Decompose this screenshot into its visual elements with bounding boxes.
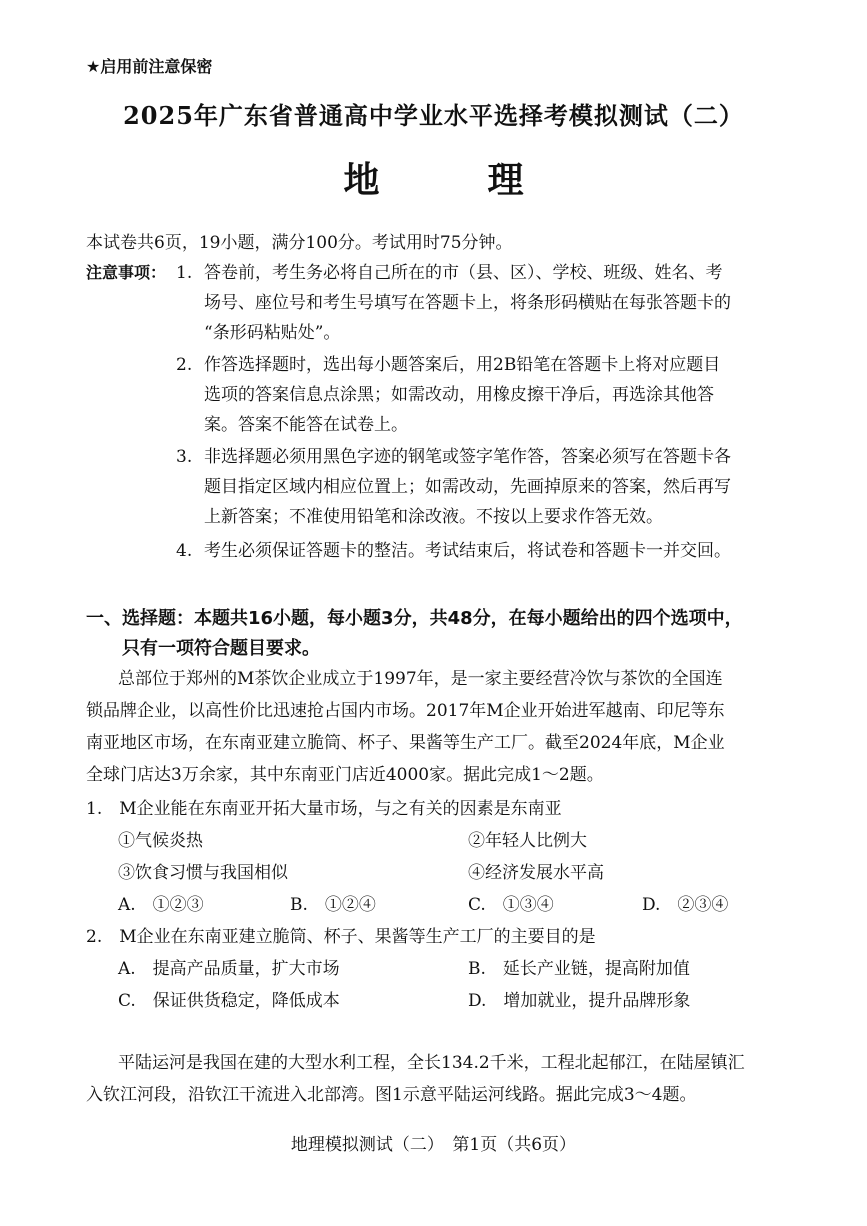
passage-line: 平陆运河是我国在建的大型水利工程，全长134.2千米，工程北起郁江，在陆屋镇汇 bbox=[118, 1053, 745, 1073]
note-number: 1. bbox=[176, 263, 193, 283]
passage-line: 南亚地区市场，在东南亚建立脆筒、杯子、果酱等生产工厂。截至2024年底，M企业 bbox=[86, 733, 725, 753]
note-line: 选项的答案信息点涂黑；如需改动，用橡皮擦干净后，再选涂其他答 bbox=[204, 385, 714, 405]
exam-info: 本试卷共6页，19小题，满分100分。考试用时75分钟。 bbox=[86, 233, 513, 253]
subject-title: 地 理 bbox=[343, 160, 560, 201]
note-line: “条形码粘贴处”。 bbox=[204, 323, 341, 343]
answer-option: A. ①②③ bbox=[118, 895, 204, 915]
note-line: 非选择题必须用黑色字迹的钢笔或签字笔作答，答案必须写在答题卡各 bbox=[204, 447, 731, 467]
confidential-mark: ★启用前注意保密 bbox=[86, 57, 213, 76]
answer-option: C. ①③④ bbox=[468, 895, 554, 915]
note-line: 上新答案；不准使用铅笔和涂改液。不按以上要求作答无效。 bbox=[204, 507, 663, 527]
statement-item: ④经济发展水平高 bbox=[468, 863, 604, 883]
exam-title: 2025年广东省普通高中学业水平选择考模拟测试（二） bbox=[123, 101, 744, 130]
note-number: 3. bbox=[176, 447, 193, 467]
notes-label: 注意事项： bbox=[86, 263, 167, 282]
note-number: 4. bbox=[176, 541, 193, 561]
passage-line: 总部位于郑州的M茶饮企业成立于1997年，是一家主要经营冷饮与茶饮的全国连 bbox=[118, 669, 723, 689]
section-title: 一、选择题：本题共16小题，每小题3分，共48分，在每小题给出的四个选项中， bbox=[86, 608, 743, 629]
answer-option: B. ①②④ bbox=[290, 895, 376, 915]
question-stem: 1. M企业能在东南亚开拓大量市场，与之有关的因素是东南亚 bbox=[86, 799, 562, 819]
note-line: 场号、座位号和考生号填写在答题卡上，将条形码横贴在每张答题卡的 bbox=[204, 293, 731, 313]
statement-item: ③饮食习惯与我国相似 bbox=[118, 863, 288, 883]
note-line: 案。答案不能答在试卷上。 bbox=[204, 415, 408, 435]
statement-item: ①气候炎热 bbox=[118, 831, 203, 851]
answer-option: C. 保证供货稳定，降低成本 bbox=[118, 991, 340, 1011]
note-line: 答卷前，考生务必将自己所在的市（县、区）、学校、班级、姓名、考 bbox=[204, 263, 723, 283]
passage-line: 全球门店达3万余家，其中东南亚门店近4000家。据此完成1～2题。 bbox=[86, 765, 604, 785]
passage-line: 入钦江河段，沿钦江干流进入北部湾。图1示意平陆运河线路。据此完成3～4题。 bbox=[86, 1085, 697, 1105]
answer-option: D. ②③④ bbox=[642, 895, 729, 915]
answer-option: A. 提高产品质量，扩大市场 bbox=[118, 959, 340, 979]
note-line: 题目指定区域内相应位置上；如需改动，先画掉原来的答案，然后再写 bbox=[204, 477, 731, 497]
note-line: 考生必须保证答题卡的整洁。考试结束后，将试卷和答题卡一并交回。 bbox=[204, 541, 731, 561]
answer-option: D. 增加就业，提升品牌形象 bbox=[468, 991, 691, 1011]
note-number: 2. bbox=[176, 355, 193, 375]
section-title-cont: 只有一项符合题目要求。 bbox=[122, 638, 320, 659]
passage-line: 锁品牌企业，以高性价比迅速抢占国内市场。2017年M企业开始进军越南、印尼等东 bbox=[86, 701, 725, 721]
answer-option: B. 延长产业链，提高附加值 bbox=[468, 959, 690, 979]
note-line: 作答选择题时，选出每小题答案后，用2B铅笔在答题卡上将对应题目 bbox=[204, 355, 721, 375]
question-stem: 2. M企业在东南亚建立脆筒、杯子、果酱等生产工厂的主要目的是 bbox=[86, 927, 596, 947]
statement-item: ②年轻人比例大 bbox=[468, 831, 587, 851]
page-footer: 地理模拟测试（二） 第1页（共6页） bbox=[290, 1135, 577, 1155]
